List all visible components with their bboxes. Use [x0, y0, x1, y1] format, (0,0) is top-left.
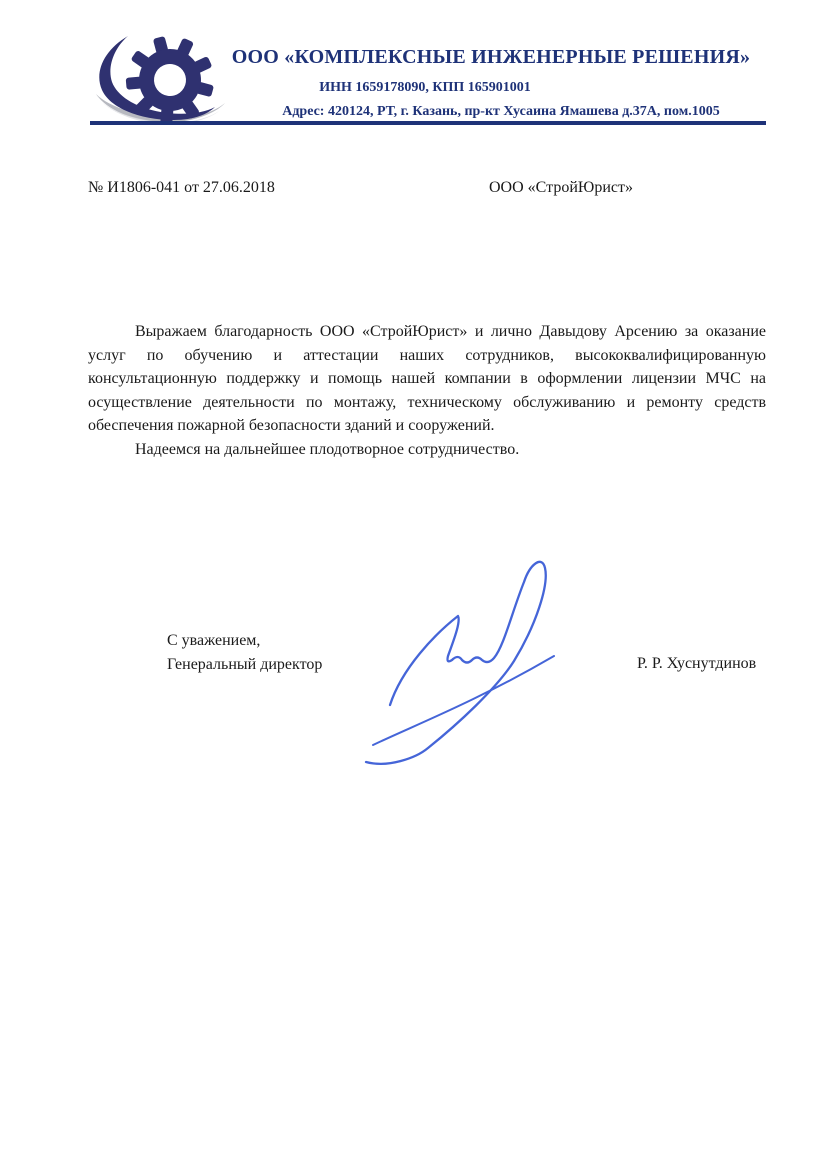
company-address: Адрес: 420124, РТ, г. Казань, пр-кт Хусаина Ямашева д.37А, пом.1005 — [282, 104, 720, 119]
letterhead-text — [208, 45, 774, 123]
reference-row — [88, 179, 766, 199]
signature-salutation-block — [167, 629, 322, 676]
body-paragraph-1: Выражаем благодарность ООО «СтройЮрист» и лично Давыдову Арсению за оказание услуг по обучению и аттестации наших сотрудников, высококвалифицированную консультационную поддержку и помощь нашей компании в оформлении лицензии МЧС на осуществление деятельности по монтажу, техническому обслуживанию и ремонту средств обеспечения пожарной безопасности зданий и сооружений. — [88, 323, 766, 434]
letter-number-date: № И1806-041 от 27.06.2018 — [88, 179, 275, 196]
letter-body — [88, 320, 766, 461]
salutation: С уважением, — [167, 632, 261, 649]
body-paragraph-2: Надеемся на дальнейшее плодотворное сотрудничество. — [135, 440, 520, 458]
company-name: ООО «КОМПЛЕКСНЫЕ ИНЖЕНЕРНЫЕ РЕШЕНИЯ» — [231, 46, 751, 68]
signer-name: Р. Р. Хуснутдинов — [637, 655, 757, 672]
header-divider — [90, 121, 766, 125]
signer-title: Генеральный директор — [167, 655, 323, 673]
company-inn-kpp: ИНН 1659178090, КПП 165901001 — [319, 80, 531, 95]
recipient-name: ООО «СтройЮрист» — [489, 179, 633, 196]
handwritten-signature-icon — [340, 550, 580, 775]
